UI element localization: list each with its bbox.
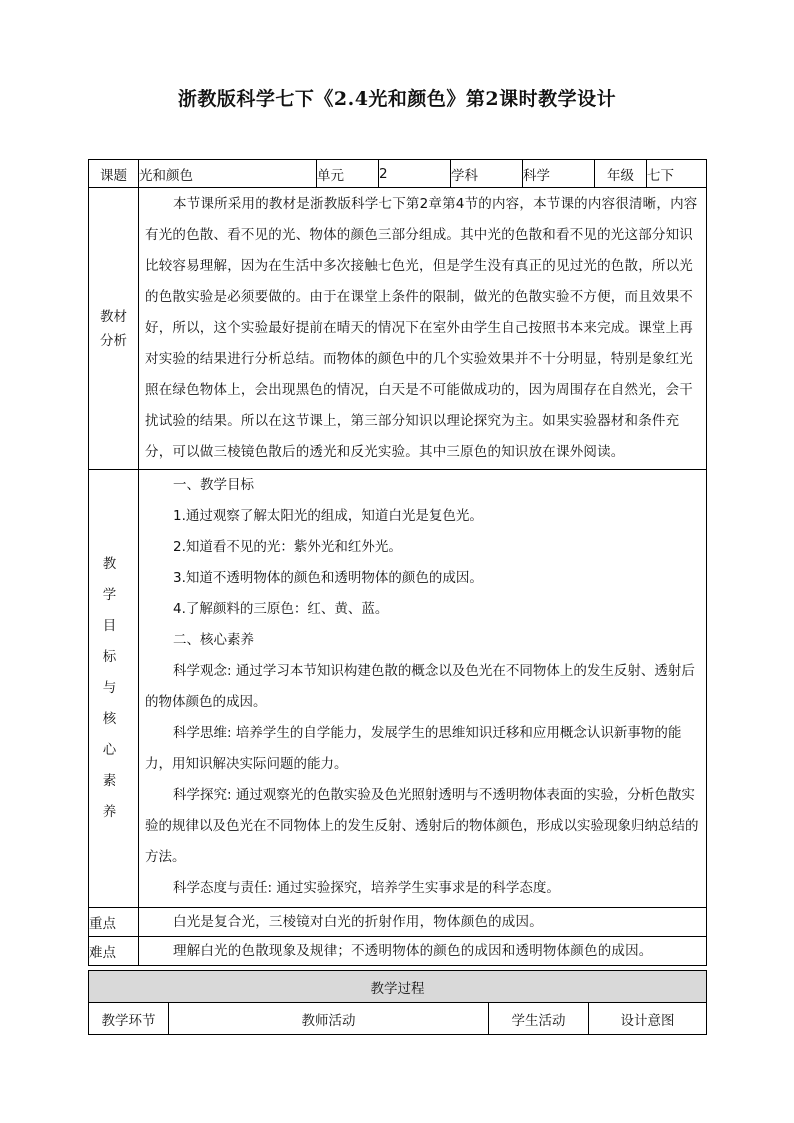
grade-value: 七下 — [647, 160, 707, 188]
grade-label: 年级 — [595, 160, 647, 188]
literacy-item: 科学态度与责任: 通过实验探究，培养学生实事求是的科学态度。 — [173, 880, 560, 896]
literacy-item: 科学思维: 培养学生的自学能力，发展学生的思维知识迁移和应用概念认识新事物的能力，用知识解决实际问题的能力。 — [145, 725, 682, 772]
goal-item: 2.知道看不见的光：紫外光和红外光。 — [173, 539, 402, 555]
process-title-row — [89, 971, 707, 1003]
goals-label-line: 心 素 — [102, 742, 125, 789]
topic-value: 光和颜色 — [139, 160, 317, 188]
key-point-row — [89, 908, 707, 937]
key-point-label: 重点 — [89, 908, 139, 937]
header-row — [89, 160, 707, 188]
analysis-row — [89, 188, 707, 470]
difficult-point-text: 理解白光的色散现象及规律；不透明物体的颜色的成因和透明物体颜色的成因。 — [173, 943, 653, 959]
key-point-content — [139, 908, 707, 937]
literacy-item: 科学观念: 通过学习本节知识构建色散的概念以及色光在不同物体上的发生反射、透射后的物体颜色的成因。 — [145, 663, 695, 710]
difficult-point-label: 难点 — [89, 937, 139, 966]
goals-label-line: 目 标 — [102, 618, 125, 665]
unit-label: 单元 — [317, 160, 379, 188]
goals-row — [89, 470, 707, 908]
process-header-row — [89, 1003, 707, 1035]
page-title: 浙教版科学七下《2.4光和颜色》第2课时教学设计 — [177, 88, 617, 110]
process-col-header: 学生活动 — [489, 1003, 589, 1035]
literacy-item: 科学探究: 通过观察光的色散实验及色光照射透明与不透明物体表面的实验，分析色散实验的规律以及色光在不同物体上的发生反射、透射后的物体颜色，形成以实验现象归纳总结的方法。 — [145, 787, 699, 865]
unit-value: 2 — [379, 160, 451, 188]
topic-label: 课题 — [89, 160, 139, 188]
process-title: 教学过程 — [89, 971, 707, 1003]
key-point-text: 白光是复合光，三棱镜对白光的折射作用，物体颜色的成因。 — [173, 914, 543, 930]
analysis-content — [139, 188, 707, 470]
analysis-label-line2: 分析 — [100, 332, 127, 349]
process-col-header: 教学环节 — [89, 1003, 169, 1035]
goals-label-line: 养 — [102, 804, 125, 820]
lesson-plan-table — [88, 159, 707, 966]
difficult-point-content — [139, 937, 707, 966]
goal-item: 4.了解颜料的三原色：红、黄、蓝。 — [173, 601, 389, 617]
goals-label-line: 与 核 — [102, 680, 125, 727]
goals-content — [139, 470, 707, 908]
process-table — [88, 970, 707, 1035]
analysis-label-line1: 教材 — [100, 308, 127, 325]
subject-label: 学科 — [451, 160, 523, 188]
analysis-text: 本节课所采用的教材是浙教版科学七下第2章第4节的内容，本节课的内容很清晰，内容有光的色散、看不见的光、物体的颜色三部分组成。其中光的色散和看不见的光这部分知识比较容易理解，因为在生活中多次接触七色光，但是学生没有真正的见过光的色散，所以光的色散实验是必须要做的。由于在课堂上条件的限制，做光的色散实验不方便，而且效果不好，所以，这个实验最好提前在晴天的情况下在室外由学生自己按照书本来完成。课堂上再对实验的结果进行分析总结。而物体的颜色中的几个实验效果并不十分明显，特别是象红光照在绿色物体上，会出现黑色的情况，白天是不可能做成功的，因为周围存在自然光，会干扰试验的结果。所以在这节课上，第三部分知识以理论探究为主。如果实验器材和条件充分，可以做三棱镜色散后的透光和反光实验。其中三原色的知识放在课外阅读。 — [145, 196, 698, 460]
goals-label — [89, 470, 139, 908]
subject-value: 科学 — [523, 160, 595, 188]
goal-item: 3.知道不透明物体的颜色和透明物体的颜色的成因。 — [173, 570, 483, 586]
analysis-label — [89, 188, 139, 470]
goals-section-title: 一、教学目标 — [173, 477, 254, 493]
literacy-section-title: 二、核心素养 — [173, 632, 254, 648]
goal-item: 1.通过观察了解太阳光的组成，知道白光是复色光。 — [173, 508, 483, 524]
process-col-header: 设计意图 — [589, 1003, 707, 1035]
difficult-point-row — [89, 937, 707, 966]
goals-label-line: 教 学 — [102, 556, 125, 603]
process-col-header: 教师活动 — [169, 1003, 489, 1035]
